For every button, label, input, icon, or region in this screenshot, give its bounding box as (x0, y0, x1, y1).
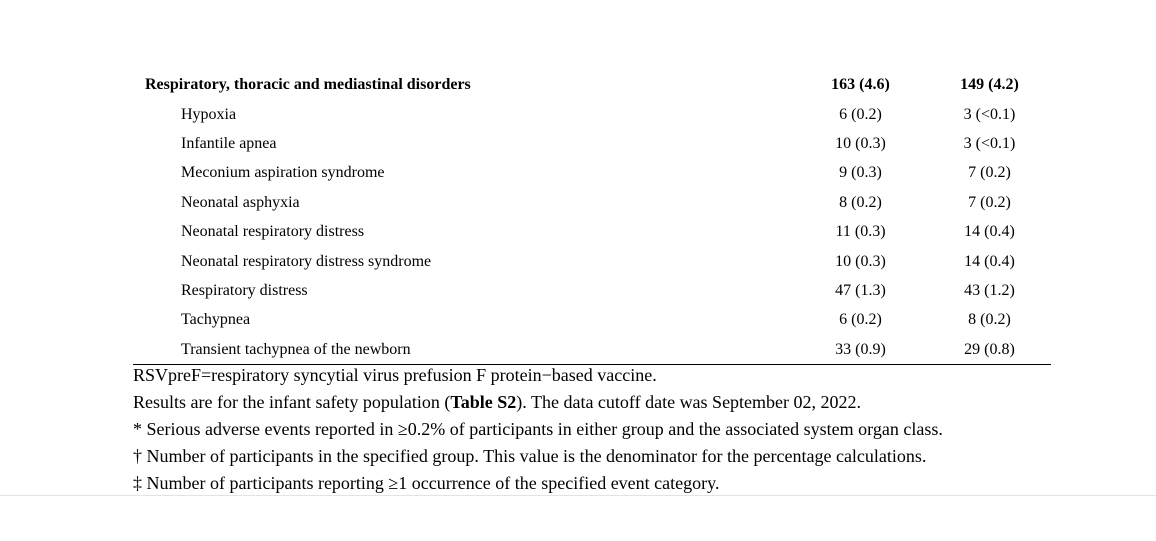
abbreviation-footnote: RSVpreF=respiratory syncytial virus prefusion F protein−based vaccine. (133, 365, 657, 385)
placebo-value: 3 (<0.1) (963, 134, 1016, 152)
event-term: Respiratory distress (181, 281, 308, 299)
soc-rsvpref-value: 163 (4.6) (831, 76, 890, 94)
placebo-value: 43 (1.2) (964, 281, 1015, 299)
table-row (133, 158, 1051, 187)
placebo-value: 8 (0.2) (968, 311, 1011, 329)
placebo-value: 14 (0.4) (964, 252, 1015, 270)
system-organ-class-row (133, 70, 1051, 99)
rsvpref-value: 6 (0.2) (839, 311, 882, 329)
event-term: Infantile apnea (181, 134, 277, 152)
table-row (133, 335, 1051, 365)
table-row (133, 246, 1051, 275)
event-term: Neonatal respiratory distress syndrome (181, 252, 432, 270)
placebo-value: 29 (0.8) (928, 335, 1051, 365)
event-term: Transient tachypnea of the newborn (133, 335, 793, 365)
placebo-value: 7 (0.2) (968, 193, 1011, 211)
rsvpref-value: 33 (0.9) (793, 335, 928, 365)
page-divider (0, 495, 1156, 496)
placebo-value: 14 (0.4) (964, 223, 1015, 241)
soc-term: Respiratory, thoracic and mediastinal disorders (145, 76, 471, 94)
results-footnote (133, 389, 943, 416)
table-row (133, 217, 1051, 246)
rsvpref-value: 11 (0.3) (835, 223, 886, 241)
event-term: Meconium aspiration syndrome (181, 164, 385, 182)
event-term: Hypoxia (181, 105, 237, 123)
rsvpref-value: 8 (0.2) (839, 193, 882, 211)
event-term: Neonatal respiratory distress (181, 223, 365, 241)
soc-placebo-value: 149 (4.2) (960, 76, 1019, 94)
table-row (133, 276, 1051, 305)
rsvpref-value: 47 (1.3) (835, 281, 886, 299)
table-s2-reference: Table S2 (450, 392, 517, 412)
adverse-events-table (133, 70, 1051, 365)
table-row (133, 99, 1051, 128)
rsvpref-value: 9 (0.3) (839, 164, 882, 182)
table-row (133, 305, 1051, 334)
placebo-value: 3 (<0.1) (963, 105, 1016, 123)
results-text-end: ). The data cutoff date was September 02, 2022. (516, 392, 862, 412)
rsvpref-value: 10 (0.3) (835, 252, 886, 270)
placebo-value: 7 (0.2) (968, 164, 1011, 182)
event-term: Tachypnea (181, 311, 251, 329)
double-dagger-footnote: ‡ Number of participants reporting ≥1 occurrence of the specified event category. (133, 473, 720, 493)
event-term: Neonatal asphyxia (181, 193, 300, 211)
dagger-footnote: † Number of participants in the specified group. This value is the denominator for the percentage calculations. (133, 446, 927, 466)
rsvpref-value: 10 (0.3) (835, 134, 886, 152)
table-row (133, 188, 1051, 217)
table-row (133, 129, 1051, 158)
table-footnotes (133, 362, 943, 497)
rsvpref-value: 6 (0.2) (839, 105, 882, 123)
asterisk-footnote: * Serious adverse events reported in ≥0.2% of participants in either group and the associated system organ class. (133, 419, 943, 439)
results-text-start: Results are for the infant safety population ( (133, 392, 451, 412)
data-table (133, 70, 1051, 365)
